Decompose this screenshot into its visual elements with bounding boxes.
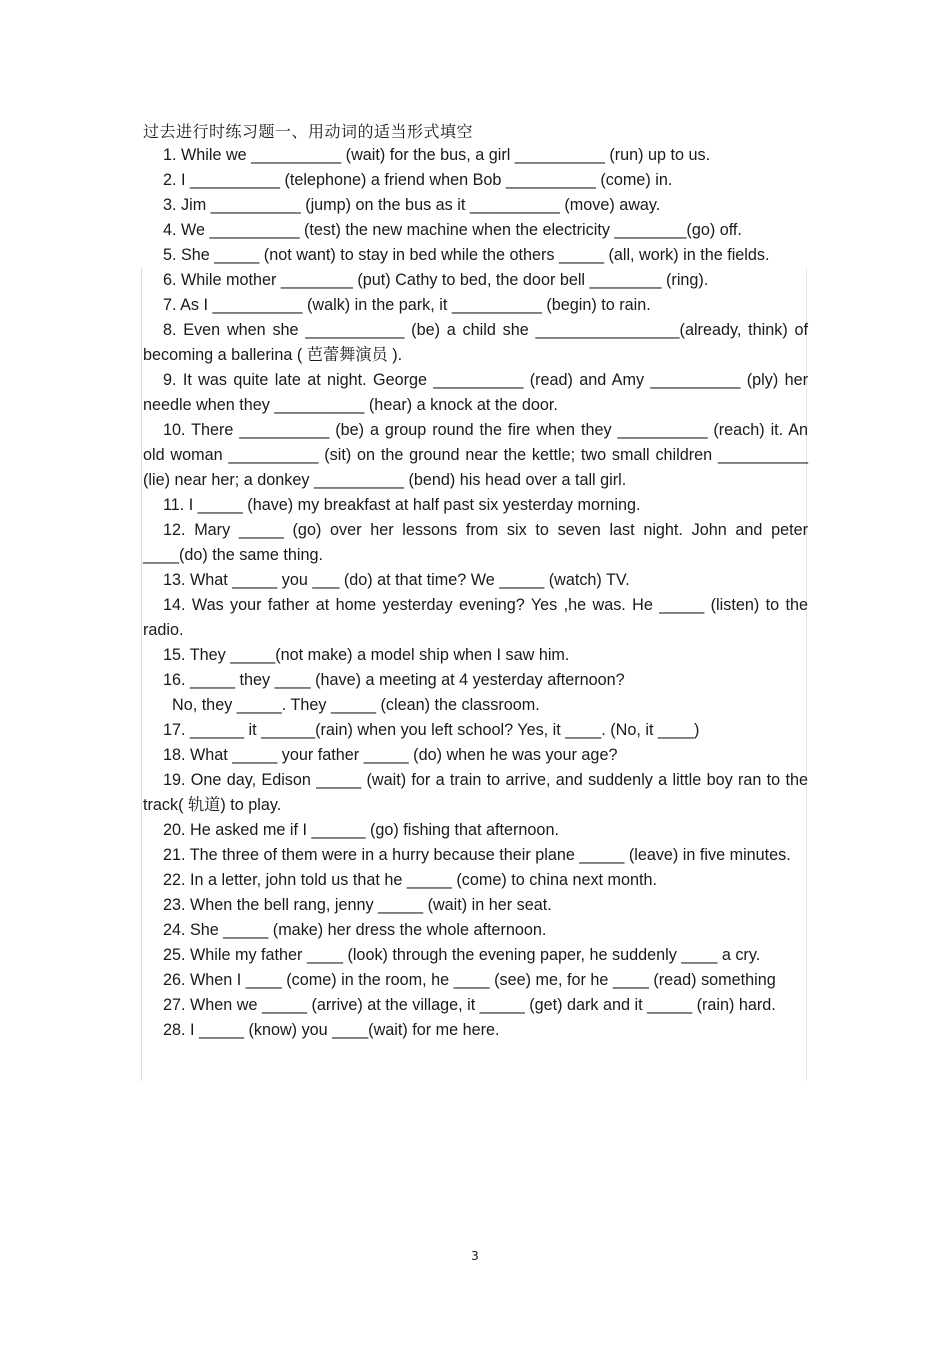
left-margin-rule — [141, 268, 142, 1081]
question-7: 7. As I __________ (walk) in the park, it __________ (begin) to rain. — [163, 296, 651, 314]
question-4: 4. We __________ (test) the new machine when the electricity ________(go) off. — [163, 221, 742, 239]
question-10: 10. There __________ (be) a group round the fire when they __________ (reach) it. An old woman __________ (sit) on the ground near the kettle; two small children __________ (lie) near her; a donkey __________ (bend) his head over a tall girl. — [143, 421, 808, 489]
question-21: 21. The three of them were in a hurry because their plane _____ (leave) in five minutes. — [163, 846, 791, 864]
question-18: 18. What _____ your father _____ (do) when he was your age? — [163, 746, 618, 764]
exercise-list — [143, 143, 808, 1043]
question-15: 15. They _____(not make) a model ship when I saw him. — [163, 646, 570, 664]
page-title: 过去进行时练习题一、用动词的适当形式填空 — [143, 122, 474, 141]
question-8: 8. Even when she ___________ (be) a child she ________________(already, think) of becoming a ballerina ( 芭蕾舞演员 ). — [143, 321, 808, 364]
question-13: 13. What _____ you ___ (do) at that time? We _____ (watch) TV. — [163, 571, 630, 589]
question-17: 17. ______ it ______(rain) when you left school? Yes, it ____. (No, it ____) — [163, 721, 700, 739]
question-11: 11. I _____ (have) my breakfast at half past six yesterday morning. — [163, 496, 641, 514]
question-16-answer-line: No, they _____. They _____ (clean) the classroom. — [172, 696, 540, 714]
question-3: 3. Jim __________ (jump) on the bus as it __________ (move) away. — [163, 196, 661, 214]
question-28: 28. I _____ (know) you ____(wait) for me here. — [163, 1021, 500, 1039]
question-20: 20. He asked me if I ______ (go) fishing that afternoon. — [163, 821, 559, 839]
question-27: 27. When we _____ (arrive) at the village, it _____ (get) dark and it _____ (rain) hard. — [163, 996, 776, 1014]
page-number: 3 — [471, 1249, 479, 1263]
question-25: 25. While my father ____ (look) through the evening paper, he suddenly ____ a cry. — [163, 946, 761, 964]
question-12: 12. Mary _____ (go) over her lessons from six to seven last night. John and peter ____(do) the same thing. — [143, 521, 808, 564]
question-22: 22. In a letter, john told us that he _____ (come) to china next month. — [163, 871, 658, 889]
question-14: 14. Was your father at home yesterday evening? Yes ,he was. He _____ (listen) to the radio. — [143, 596, 808, 639]
question-23: 23. When the bell rang, jenny _____ (wait) in her seat. — [163, 896, 552, 914]
question-19: 19. One day, Edison _____ (wait) for a train to arrive, and suddenly a little boy ran to the track( 轨道) to play. — [143, 771, 808, 814]
question-26: 26. When I ____ (come) in the room, he ____ (see) me, for he ____ (read) something — [163, 971, 776, 989]
question-16: 16. _____ they ____ (have) a meeting at 4 yesterday afternoon? — [163, 671, 625, 689]
question-6: 6. While mother ________ (put) Cathy to bed, the door bell ________ (ring). — [163, 271, 709, 289]
question-5: 5. She _____ (not want) to stay in bed while the others _____ (all, work) in the fields. — [163, 246, 770, 264]
question-9: 9. It was quite late at night. George __________ (read) and Amy __________ (ply) her needle when they __________ (hear) a knock at the door. — [143, 371, 808, 414]
question-2: 2. I __________ (telephone) a friend when Bob __________ (come) in. — [163, 171, 673, 189]
question-24: 24. She _____ (make) her dress the whole afternoon. — [163, 921, 547, 939]
question-1: 1. While we __________ (wait) for the bus, a girl __________ (run) up to us. — [163, 146, 711, 164]
